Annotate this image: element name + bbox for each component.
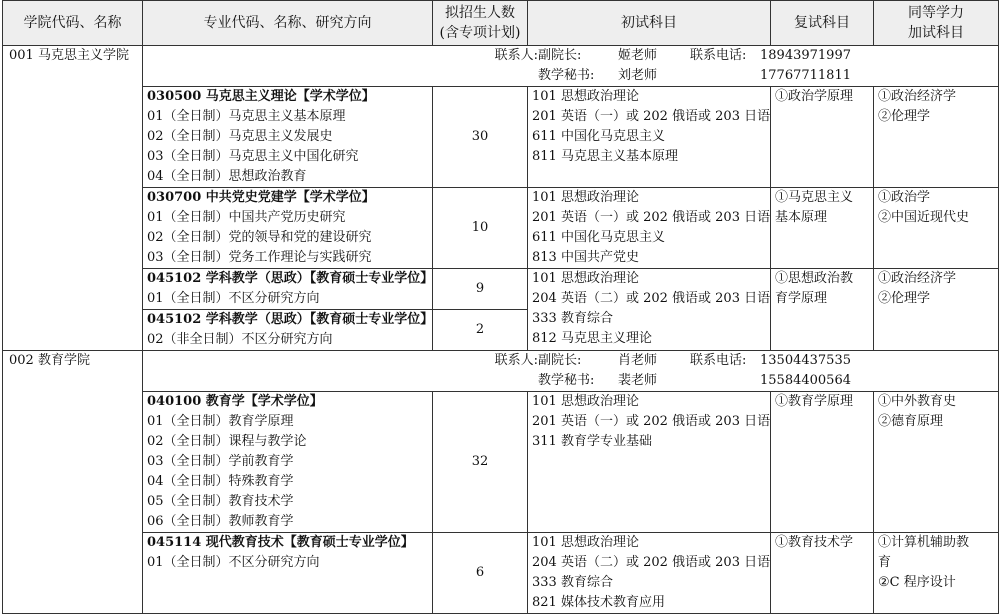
extra-subjects [874, 188, 999, 269]
major-cell [143, 188, 433, 269]
text-line: ①政治学原理 [775, 89, 854, 104]
phone-number: 13504437535 [760, 353, 851, 368]
exam-subjects [528, 188, 771, 269]
major-cell [143, 533, 433, 614]
text-line: 01（全日制）马克思主义基本原理 [147, 109, 346, 124]
contact-row [3, 46, 999, 87]
text-line: 04（全日制）特殊教育学 [147, 474, 294, 489]
text-line: ①教育技术学 [775, 535, 854, 550]
text-line: 03（全日制）学前教育学 [147, 454, 294, 469]
text-line: ①教育学原理 [775, 394, 854, 409]
text-line: ①马克思主义 [775, 190, 854, 205]
text-line: 02（全日制）课程与教学论 [147, 434, 307, 449]
contact-row [3, 351, 999, 392]
contact-role: 教学秘书: [538, 373, 595, 388]
header-row [3, 1, 999, 46]
major-cell [143, 269, 433, 310]
text-line: 811 马克思主义基本原理 [532, 149, 678, 164]
text-line: 01（全日制）教育学原理 [147, 414, 294, 429]
text-line: ①政治经济学 [878, 271, 957, 286]
text-line: 813 中国共产党史 [532, 250, 639, 265]
major-title: 045114 现代教育技术【教育硕士专业学位】 [147, 535, 414, 550]
text-line: 611 中国化马克思主义 [532, 129, 665, 144]
major-cell [143, 392, 433, 533]
header-college: 学院代码、名称 [3, 1, 143, 46]
text-line: ②C 程序设计 [878, 575, 956, 590]
phone-number: 17767711811 [760, 68, 851, 83]
header-extra [874, 1, 999, 46]
enrollment-count: 9 [433, 269, 528, 310]
major-row [3, 188, 999, 269]
contact-label: 联系人: [494, 48, 538, 63]
text-line: 04（全日制）思想政治教育 [147, 169, 307, 184]
text-line: 204 英语（二）或 202 俄语或 203 日语 [532, 291, 771, 306]
text-line: ①政治经济学 [878, 89, 957, 104]
enrollment-count: 6 [433, 533, 528, 614]
college-name: 002 教育学院 [3, 351, 143, 614]
exam-subjects [528, 87, 771, 188]
text-line: ①中外教育史 [878, 394, 957, 409]
retest-subjects [771, 533, 874, 614]
header-extra-l2: 加试科目 [908, 25, 964, 41]
major-title: 040100 教育学【学术学位】 [147, 394, 323, 409]
header-count [433, 1, 528, 46]
text-line: 333 教育综合 [532, 575, 613, 590]
contact-person: 刘老师 [618, 68, 658, 83]
text-line: 03（全日制）马克思主义中国化研究 [147, 149, 359, 164]
exam-subjects [528, 533, 771, 614]
major-row [3, 87, 999, 188]
extra-subjects [874, 392, 999, 533]
contact-person: 裴老师 [618, 373, 658, 388]
retest-subjects [771, 392, 874, 533]
text-line: 101 思想政治理论 [532, 271, 639, 286]
admissions-table [2, 0, 999, 614]
text-line: 311 教育学专业基础 [532, 434, 652, 449]
phone-number: 15584400564 [760, 373, 851, 388]
text-line: 101 思想政治理论 [532, 535, 639, 550]
text-line: 101 思想政治理论 [532, 190, 639, 205]
text-line: 育 [878, 555, 892, 570]
header-count-l2: (含专项计划) [439, 25, 521, 41]
contact-person: 姬老师 [618, 48, 658, 63]
text-line: 201 英语（一）或 202 俄语或 203 日语 [532, 210, 771, 225]
text-line: 02（全日制）党的领导和党的建设研究 [147, 230, 372, 245]
text-line: 812 马克思主义理论 [532, 331, 652, 346]
enrollment-count: 30 [433, 87, 528, 188]
text-line: 基本原理 [775, 210, 828, 225]
text-line: 01（全日制）不区分研究方向 [147, 555, 320, 570]
header-extra-l1: 同等学力 [908, 5, 964, 21]
header-major: 专业代码、名称、研究方向 [143, 1, 433, 46]
text-line: 204 英语（二）或 202 俄语或 203 日语 [532, 555, 771, 570]
header-exams: 初试科目 [528, 1, 771, 46]
header-count-l1: 拟招生人数 [445, 5, 515, 21]
exam-subjects [528, 269, 771, 351]
enrollment-count: 10 [433, 188, 528, 269]
text-line: ①政治学 [878, 190, 931, 205]
contact-label: 联系人: [494, 353, 538, 368]
contact-role: 副院长: [538, 353, 582, 368]
extra-subjects [874, 87, 999, 188]
major-cell [143, 87, 433, 188]
enrollment-count: 32 [433, 392, 528, 533]
extra-subjects [874, 269, 999, 351]
extra-subjects [874, 533, 999, 614]
college-name: 001 马克思主义学院 [3, 46, 143, 351]
text-line: ①计算机辅助教 [878, 535, 970, 550]
text-line: 01（全日制）不区分研究方向 [147, 291, 320, 306]
contact-role: 教学秘书: [538, 68, 595, 83]
phone-label: 联系电话: [690, 48, 747, 63]
contact-info [143, 46, 999, 87]
text-line: ②中国近现代史 [878, 210, 970, 225]
text-line: 611 中国化马克思主义 [532, 230, 665, 245]
text-line: 育学原理 [775, 291, 828, 306]
major-title: 045102 学科教学（思政）【教育硕士专业学位】 [147, 271, 434, 286]
text-line: 03（全日制）党务工作理论与实践研究 [147, 250, 372, 265]
contact-role: 副院长: [538, 48, 582, 63]
text-line: 201 英语（一）或 202 俄语或 203 日语 [532, 414, 771, 429]
retest-subjects [771, 269, 874, 351]
text-line: 05（全日制）教育技术学 [147, 494, 294, 509]
exam-subjects [528, 392, 771, 533]
major-title: 030500 马克思主义理论【学术学位】 [147, 89, 375, 104]
contact-person: 肖老师 [618, 353, 658, 368]
major-title: 030700 中共党史党建学【学术学位】 [147, 190, 375, 205]
phone-label: 联系电话: [690, 353, 747, 368]
enrollment-count: 2 [433, 310, 528, 351]
header-retest: 复试科目 [771, 1, 874, 46]
retest-subjects [771, 87, 874, 188]
text-line: ②伦理学 [878, 291, 931, 306]
text-line: 821 媒体技术教育应用 [532, 595, 665, 610]
text-line: ①思想政治教 [775, 271, 854, 286]
text-line: 101 思想政治理论 [532, 394, 639, 409]
major-row [3, 269, 999, 310]
retest-subjects [771, 188, 874, 269]
text-line: 02（全日制）马克思主义发展史 [147, 129, 333, 144]
text-line: 06（全日制）教师教育学 [147, 514, 294, 529]
contact-info [143, 351, 999, 392]
major-title: 045102 学科教学（思政）【教育硕士专业学位】 [147, 312, 434, 327]
text-line: 02（非全日制）不区分研究方向 [147, 332, 333, 347]
major-row [3, 392, 999, 533]
major-row [3, 533, 999, 614]
text-line: ②伦理学 [878, 109, 931, 124]
text-line: 201 英语（一）或 202 俄语或 203 日语 [532, 109, 771, 124]
major-cell [143, 310, 433, 351]
text-line: 01（全日制）中国共产党历史研究 [147, 210, 346, 225]
text-line: 101 思想政治理论 [532, 89, 639, 104]
text-line: 333 教育综合 [532, 311, 613, 326]
phone-number: 18943971997 [760, 48, 851, 63]
text-line: ②德育原理 [878, 414, 944, 429]
